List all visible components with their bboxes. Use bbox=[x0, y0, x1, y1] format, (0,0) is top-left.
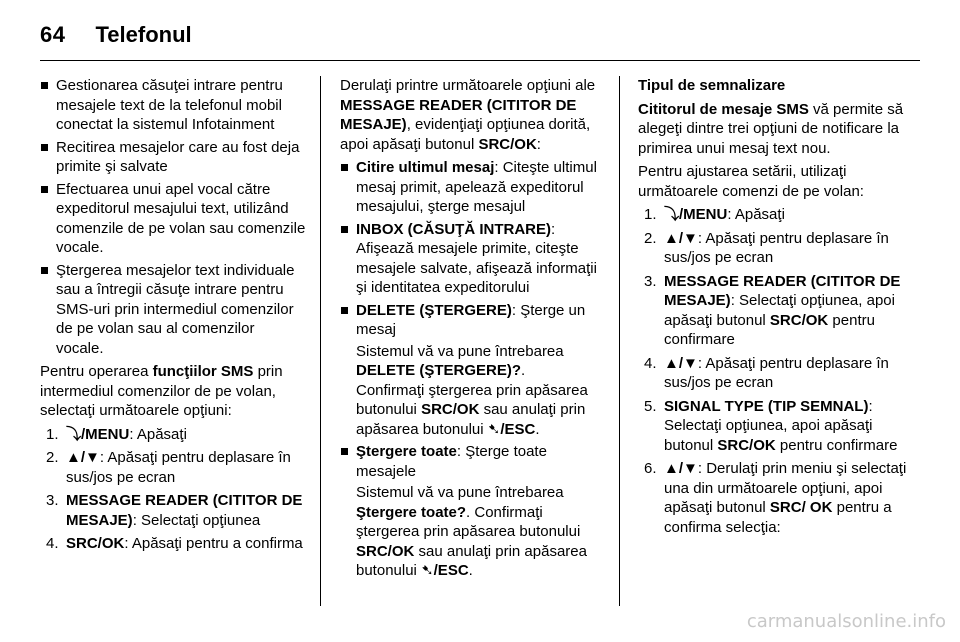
options-intro: Derulaţi printre următoarele opţiuni ale MESSAGE READER (CITITOR DE MESAJE), evidenţiaţi opţiunea dorită, apoi apăsaţi butonul SRC/OK: bbox=[340, 77, 596, 153]
list-item: Ştergerea mesajelor text individuale sau a întregii căsuţe intrare pentru SMS-uri prin intermediul comenzilor de pe volan sau al comenzilor vocale. bbox=[40, 261, 306, 359]
arrow-up-down-icon: ▲/▼ bbox=[664, 460, 698, 477]
list-item: Citire ultimul mesaj: Citeşte ultimul mesaj primit, apelează expeditorul mesajului, şterge mesajul bbox=[340, 158, 606, 217]
step-item: 3. MESSAGE READER (CITITOR DE MESAJE): Selectaţi opţiunea, apoi apăsaţi butonul SRC/OK pentru confirmare bbox=[644, 272, 901, 348]
arrow-up-down-icon: ▲/▼ bbox=[66, 449, 100, 466]
arrow-up-down-icon: ▲/▼ bbox=[664, 354, 698, 372]
sms-steps bbox=[40, 425, 306, 554]
step-item: 2. ▲/▼: Apăsaţi pentru deplasare în sus/jos pe ecran bbox=[644, 229, 889, 266]
list-item: INBOX (CĂSUŢĂ INTRARE): Afişează mesajele primite, citeşte mesajele salvate, afişează informaţii şi identitatea expeditorului bbox=[340, 220, 606, 298]
step-item: 4. ▲/▼: Apăsaţi pentru deplasare în sus/jos pe ecran bbox=[644, 354, 889, 391]
step-item: 1. ⤵/MENU: Apăsaţi bbox=[46, 425, 187, 443]
list-item: Gestionarea căsuţei intrare pentru mesajele text de la telefonul mobil conectat la sistemul Infotainment bbox=[40, 76, 306, 135]
list-item: Recitirea mesajelor care au fost deja primite şi salvate bbox=[40, 138, 306, 177]
step-item: 5. SIGNAL TYPE (TIP SEMNAL): Selectaţi opţiunea, apoi apăsaţi butonul SRC/OK pentru confirmare bbox=[644, 397, 898, 454]
back-icon: ➷ bbox=[487, 420, 501, 438]
page-header bbox=[40, 20, 192, 50]
signal-steps bbox=[638, 205, 918, 537]
step-item: 2. ▲/▼: Apăsaţi pentru deplasare în sus/jos pe ecran bbox=[46, 449, 291, 486]
sms-intro: Pentru operarea funcţiilor SMS prin intermediul comenzilor de pe volan, selectaţi următoarele opţiuni: bbox=[40, 363, 283, 419]
signal-intro: Cititorul de mesaje SMS vă permite să alegeţi dintre trei opţiuni de notificare la primirea unui mesaj text nou. bbox=[638, 100, 904, 157]
column-3 bbox=[638, 76, 918, 541]
column-1 bbox=[40, 76, 306, 558]
back-icon: ➷ bbox=[421, 562, 434, 579]
phone-hook-icon: ⤵ bbox=[66, 425, 82, 443]
step-item: 6. ▲/▼: Derulaţi prin meniu şi selectaţi una din următoarele opţiuni, apoi apăsaţi butonul SRC/ OK pentru a confirma selecţia: bbox=[644, 460, 907, 536]
phone-hook-icon: ⤵ bbox=[664, 206, 680, 223]
delete-note: Sistemul vă va pune întrebarea DELETE (ŞTERGERE)?. Confirmaţi ştergerea prin apăsarea butonului SRC/OK sau anulaţi prin apăsarea butonului ➷/ESC. bbox=[356, 342, 588, 438]
step-item: 4. SRC/OK: Apăsaţi pentru a confirma bbox=[46, 535, 303, 552]
column-2 bbox=[340, 76, 606, 585]
page-title: Telefonul bbox=[95, 22, 192, 47]
delete-all-note: Sistemul vă va pune întrebarea Ştergere toate?. Confirmaţi ştergerea prin apăsarea butonului SRC/OK sau anulaţi prin apăsarea butonului ➷/ESC. bbox=[356, 484, 587, 579]
signal-para: Pentru ajustarea setării, utilizaţi următoarele comenzi de pe volan: bbox=[638, 163, 864, 200]
page-number: 64 bbox=[40, 22, 66, 47]
arrow-up-down-icon: ▲/▼ bbox=[664, 229, 698, 247]
list-item: DELETE (ŞTERGERE): Şterge un mesaj Sistemul vă va pune întrebarea DELETE (ŞTERGERE)?. Confirmaţi ştergerea prin apăsarea butonului SRC/OK sau anulaţi prin apăsarea butonului ➷/ESC. bbox=[340, 301, 606, 440]
list-item: Ştergere toate: Şterge toate mesajele Sistemul vă va pune întrebarea Ştergere toate?. Confirmaţi ştergerea prin apăsarea butonului SRC/OK sau anulaţi prin apăsarea butonului ➷/ESC. bbox=[340, 442, 606, 581]
step-item: 1. ⤵/MENU: Apăsaţi bbox=[644, 206, 785, 223]
column-divider bbox=[619, 76, 620, 606]
list-item: Efectuarea unui apel vocal către expeditorul mesajului text, utilizând comenzile de pe volan sau comenzile vocale. bbox=[40, 180, 306, 258]
feature-list bbox=[40, 76, 306, 358]
column-divider bbox=[320, 76, 321, 606]
watermark: carmanualsonline.info bbox=[746, 611, 946, 632]
step-item: 3. MESSAGE READER (CITITOR DE MESAJE): Selectaţi opţiunea bbox=[46, 492, 303, 529]
section-heading: Tipul de semnalizare bbox=[638, 77, 786, 94]
header-rule bbox=[40, 60, 920, 61]
options-list bbox=[340, 158, 606, 581]
